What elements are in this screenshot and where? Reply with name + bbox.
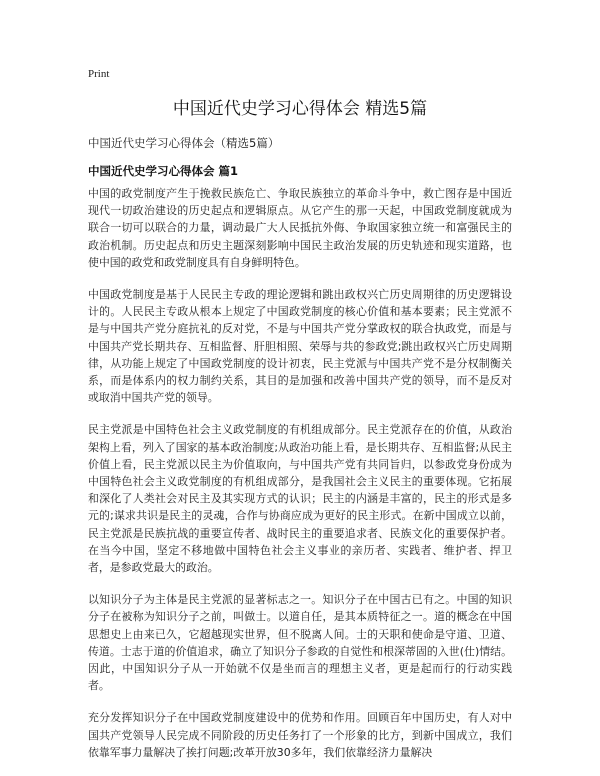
section-heading: 中国近代史学习心得体会 篇1 [88, 164, 239, 178]
paragraph-5: 充分发挥知识分子在中国政党制度建设中的优势和作用。回顾百年中国历史，有人对中国共产党领导人民完成不同阶段的历史任务打了一个形象的比方，到新中国成立，我们依靠军事力量解决了挨打问题;改革开放30多年，我们依靠经济力量解决 [88, 711, 512, 759]
print-link[interactable]: Print [88, 68, 110, 80]
paragraph-2: 中国政党制度是基于人民民主专政的理论逻辑和跳出政权兴亡历史周期律的历史逻辑设计的。人民民主专政从根本上规定了中国政党制度的核心价值和基本要素；民主党派不是与中国共产党分庭抗礼的反对党，不是与中国共产党分掌政权的联合执政党，而是与中国共产党长期共存、互相监督、肝胆相照、荣辱与共的参政党;跳出政权兴亡历史周期律，从功能上规定了中国政党制度的设计初衷，民主党派与中国共产党不是分权制衡关系，而是体系内的权力制约关系，其目的是加强和改善中国共产党的领导，而不是反对或取消中国共产党的领导。 [88, 288, 512, 405]
document-subtitle: 中国近代史学习心得体会（精选5篇） [88, 136, 280, 150]
document-title: 中国近代史学习心得体会 精选5篇 [172, 99, 428, 119]
paragraph-4: 以知识分子为主体是民主党派的显著标志之一。知识分子在中国古已有之。中国的知识分子在被称为知识分子之前，叫做士。以道自任，是其本质特征之一。道的概念在中国思想史上由来已久，它超越现实世界，但不脱离人间。士的天职和使命是守道、卫道、传道。士志于道的价值追求，确立了知识分子参政的自觉性和根深蒂固的入世(仕)情结。因此，中国知识分子从一开始就不仅是坐而言的理想主义者，更是起而行的行动实践者。 [88, 593, 512, 693]
paragraph-1: 中国的政党制度产生于挽救民族危亡、争取民族独立的革命斗争中，救亡图存是中国近现代一切政治建设的历史起点和逻辑原点。从它产生的那一天起，中国政党制度就成为联合一切可以联合的力量，调动最广大人民抵抗外侮、争取国家独立统一和富强民主的政治机制。历史起点和历史主题深刻影响中国民主政治发展的历史轨迹和现实道路，也使中国的政党和政党制度具有自身鲜明特色。 [88, 187, 512, 269]
paragraph-3: 民主党派是中国特色社会主义政党制度的有机组成部分。民主党派存在的价值，从政治架构上看，列入了国家的基本政治制度;从政治功能上看，是长期共存、互相监督;从民主价值上看，民主党派以民主为价值取向，与中国共产党有共同旨归，以参政党身份成为中国特色社会主义政党制度的有机组成部分，是我国社会主义民主的重要体现。它拓展和深化了人类社会对民主及其实现方式的认识；民主的内涵是丰富的，民主的形式是多元的;谋求共识是民主的灵魂，合作与协商应成为更好的民主形式。在新中国成立以前，民主党派是民族抗战的重要宣传者、战时民主的重要追求者、民族文化的重要保护者。在当今中国，坚定不移地做中国特色社会主义事业的亲历者、实践者、维护者、捍卫者，是参政党最大的政治。 [88, 423, 512, 575]
body-text [88, 185, 512, 776]
